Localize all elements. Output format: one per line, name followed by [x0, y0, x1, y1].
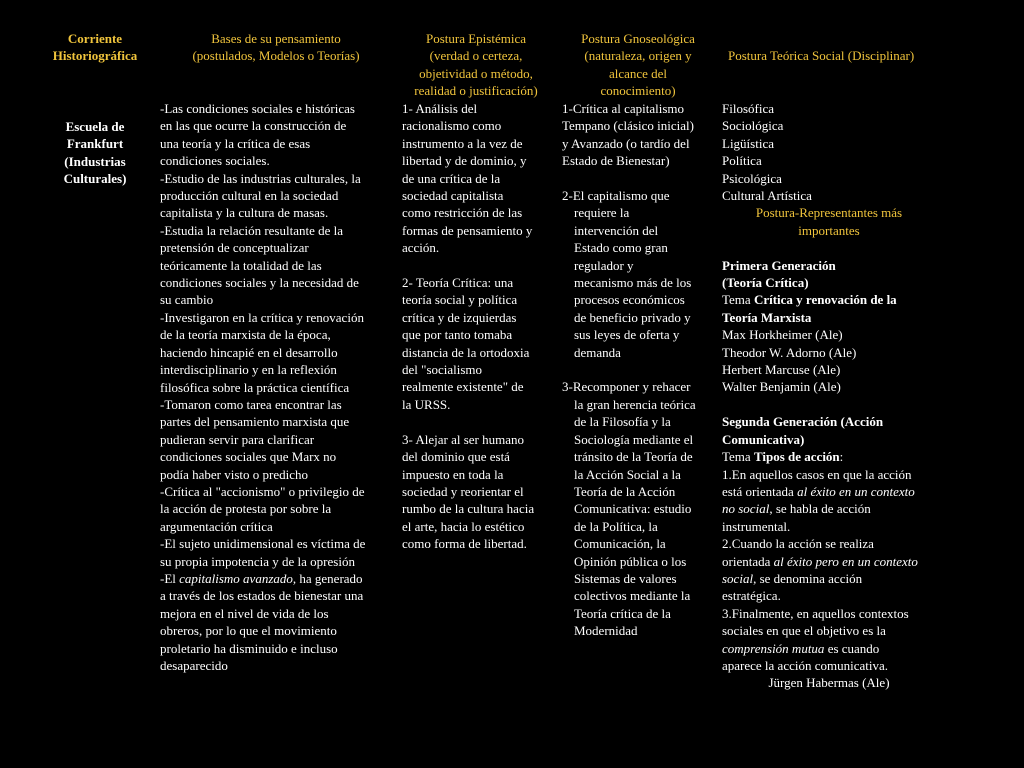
text-run: : — [839, 449, 844, 465]
spacer — [562, 170, 717, 187]
bases-line: producción cultural en la sociedad — [160, 188, 339, 204]
header-line: Historiográfica — [52, 48, 138, 64]
gnoseological-line: Comunicación, la — [574, 536, 666, 552]
epistemic-line: teoría social y política — [402, 292, 518, 308]
text-run: , se denomina acción — [753, 570, 863, 586]
representative-name: Theodor W. Adorno (Ale) — [722, 344, 857, 360]
text-run: , ha generado — [292, 570, 363, 586]
discipline-item: Psicológica — [722, 170, 782, 186]
header-line: (verdad o certeza, — [429, 48, 523, 64]
gnoseological-point-2 — [562, 187, 717, 361]
discipline-item: Política — [722, 153, 762, 169]
gnoseological-line: colectivos mediante la — [574, 588, 691, 604]
epistemic-line: racionalismo como — [402, 118, 502, 134]
social-theory-text — [722, 100, 997, 692]
text-run-bold: Tipos de acción — [753, 449, 840, 465]
bases-line: en las que ocurre la construcción de — [160, 118, 347, 134]
epistemic-point-3 — [402, 431, 552, 553]
text-run: -El — [160, 570, 180, 586]
epistemic-line: 2- Teoría Crítica: una — [402, 275, 514, 291]
gnoseological-line: de beneficio privado y — [574, 309, 691, 325]
representative-name: Max Horkheimer (Ale) — [722, 327, 843, 343]
action-line: aparece la acción comunicativa. — [722, 657, 889, 673]
spacer — [402, 257, 552, 274]
column-bases — [160, 30, 392, 673]
header-line: Postura-Representantes más — [755, 205, 903, 221]
bases-line: -Investigaron en la crítica y renovación — [160, 309, 364, 325]
epistemic-line: distancia de la ortodoxia — [402, 344, 530, 360]
column-corriente — [40, 30, 150, 187]
text-run-bold: Teoría Marxista — [722, 309, 812, 325]
action-line — [722, 500, 997, 517]
epistemic-line: formas de pensamiento y — [402, 222, 533, 238]
bases-line: proletario ha disminuido e incluso — [160, 640, 338, 656]
gnoseological-line: 3-Recomponer y rehacer — [562, 379, 691, 395]
header-line: (postulados, Modelos o Teorías) — [192, 48, 360, 64]
bases-line: -El sujeto unidimensional es víctima de — [160, 536, 366, 552]
epistemic-line: sociedad y reorientar el — [402, 483, 524, 499]
header-epistemic — [402, 30, 550, 100]
bases-line: de la teoría marxista de la época, — [160, 327, 331, 343]
action-line: 2.Cuando la acción se realiza — [722, 536, 874, 552]
school-name — [40, 118, 150, 188]
header-line: Postura Teórica Social (Disciplinar) — [728, 48, 915, 64]
gnoseological-point-3 — [562, 378, 717, 639]
gnoseological-line: Teoría de la Acción — [574, 483, 676, 499]
epistemic-line: impuesto en toda la — [402, 466, 504, 482]
gnoseological-line: mecanismo más de los — [574, 275, 692, 291]
column-epistemic — [402, 30, 550, 552]
header-line: realidad o justificación) — [414, 83, 538, 99]
bases-line: capitalista y la cultura de masas. — [160, 205, 329, 221]
epistemic-line: como restricción de las — [402, 205, 523, 221]
first-generation — [722, 257, 997, 396]
bases-line: partes del pensamiento marxista que — [160, 414, 350, 430]
bases-line: -Estudia la relación resultante de la — [160, 222, 344, 238]
bases-line: -Las condiciones sociales e históricas — [160, 101, 355, 116]
bases-line: desaparecido — [160, 658, 228, 673]
bases-line: pudieran servir para clarificar — [160, 431, 315, 447]
action-line: sociales en que el objetivo es la — [722, 623, 886, 639]
bases-line: condiciones sociales y la necesidad de — [160, 275, 359, 291]
action-line — [722, 640, 997, 657]
action-line: instrumental. — [722, 518, 791, 534]
representative-name: Walter Benjamin (Ale) — [722, 379, 841, 395]
action-line — [722, 570, 997, 587]
gnoseological-line: Modernidad — [574, 623, 638, 639]
gnoseological-line: de la Política, la — [574, 518, 658, 534]
gnoseological-line: requiere la — [574, 205, 630, 221]
epistemic-line: como forma de libertad. — [402, 536, 527, 552]
generation-theme — [722, 291, 997, 308]
generation-theme — [722, 309, 997, 326]
bases-line: su cambio — [160, 292, 214, 308]
epistemic-point-1 — [402, 100, 552, 257]
bases-line: condiciones sociales que Marx no — [160, 449, 337, 465]
generation-title — [722, 413, 997, 430]
bases-line: -Estudio de las industrias culturales, la — [160, 170, 361, 186]
bases-line: interdisciplinario y en la reflexión — [160, 362, 337, 378]
column-gnoseological — [562, 30, 714, 639]
gnoseological-line: Estado de Bienestar) — [562, 153, 670, 169]
epistemic-text — [402, 100, 552, 553]
action-line: 1.En aquellos casos en que la acción — [722, 466, 912, 482]
bases-line: haciendo hincapié en el desarrollo — [160, 344, 338, 360]
text-run-bold: Primera Generación — [722, 257, 836, 273]
school-line: Escuela de — [65, 119, 125, 134]
header-social-theory — [722, 47, 992, 64]
epistemic-line: del "socialismo — [402, 362, 483, 378]
school-line: (Industrias — [64, 153, 126, 169]
text-run: está orientada — [722, 483, 798, 499]
epistemic-line: rumbo de la cultura hacia — [402, 501, 535, 517]
gnoseological-line: demanda — [574, 344, 621, 360]
header-gnoseological — [562, 30, 714, 100]
bases-text — [160, 100, 392, 674]
header-line: Corriente — [67, 31, 123, 46]
bases-line: pretensión de conceptualizar — [160, 240, 309, 256]
text-run: , se habla de acción — [769, 501, 871, 517]
generation-theme — [722, 448, 997, 465]
gnoseological-text — [562, 100, 717, 640]
gnoseological-line: sus leyes de oferta y — [574, 327, 680, 343]
text-run-italic: capitalismo avanzado — [179, 570, 293, 586]
gnoseological-line: tránsito de la Teoría de — [574, 449, 693, 465]
gnoseological-line: Comunicativa: estudio — [574, 501, 692, 517]
bases-line: obreros, por lo que el movimiento — [160, 623, 337, 639]
action-line: 3.Finalmente, en aquellos contextos — [722, 605, 909, 621]
header-line: (naturaleza, origen y — [584, 48, 692, 64]
bases-line: una teoría y la crítica de esas — [160, 135, 311, 151]
epistemic-line: del dominio que está — [402, 449, 510, 465]
action-line — [722, 483, 997, 500]
text-run-bold: Segunda Generación (Acción — [722, 414, 884, 430]
bases-line: filosófica sobre la práctica científica — [160, 379, 350, 395]
representatives-header — [722, 204, 936, 239]
text-run-italic: no social — [722, 501, 770, 517]
gnoseological-line: Sistemas de valores — [574, 570, 677, 586]
gnoseological-line: 2-El capitalismo que — [562, 188, 670, 204]
header-line: objetividad o método, — [419, 65, 533, 81]
text-run-bold: (Teoría Crítica) — [722, 275, 809, 291]
gnoseological-line: de la Filosofía y la — [574, 414, 671, 430]
header-line: importantes — [798, 222, 860, 238]
bases-line: -Crítica al "accionismo" o privilegio de — [160, 483, 365, 499]
discipline-item: Sociológica — [722, 118, 784, 134]
action-line: estratégica. — [722, 588, 781, 604]
epistemic-line: que por tanto tomaba — [402, 327, 513, 343]
generation-title — [722, 257, 997, 274]
bases-line: condiciones sociales. — [160, 153, 270, 169]
gnoseological-line: Tempano (clásico inicial) — [562, 118, 694, 134]
action-line — [722, 553, 997, 570]
text-run: es cuando — [824, 640, 880, 656]
second-generation — [722, 413, 997, 692]
epistemic-point-2 — [402, 274, 552, 413]
epistemic-line: 3- Alejar al ser humano — [402, 431, 525, 447]
text-run-bold: Crítica y renovación de la — [753, 292, 897, 308]
header-corriente — [40, 30, 150, 65]
discipline-item: Ligüística — [722, 135, 774, 151]
bases-line: -Tomaron como tarea encontrar las — [160, 396, 342, 412]
epistemic-line: de una crítica de la — [402, 170, 501, 186]
epistemic-line: libertad y de dominio, y — [402, 153, 527, 169]
gnoseological-line: 1-Crítica al capitalismo — [562, 101, 685, 116]
header-line: alcance del — [608, 65, 668, 81]
generation-title — [722, 274, 997, 291]
gnoseological-line: Sociología mediante el — [574, 431, 694, 447]
gnoseological-line: regulador y — [574, 257, 634, 273]
bases-line: mejora en el nivel de vida de los — [160, 605, 329, 621]
gnoseological-line: la gran herencia teórica — [574, 396, 696, 412]
text-run: orientada — [722, 553, 774, 569]
gnoseological-line: procesos económicos — [574, 292, 685, 308]
spacer — [722, 396, 997, 413]
epistemic-line: la URSS. — [402, 396, 451, 412]
disciplines-list — [722, 100, 997, 204]
bases-line-mixed — [160, 570, 392, 587]
epistemic-line: instrumento a la vez de — [402, 135, 523, 151]
epistemic-line: el arte, hacia lo estético — [402, 518, 525, 534]
gnoseological-line: Estado como gran — [574, 240, 668, 256]
text-run: Tema — [722, 292, 754, 308]
epistemic-line: 1- Análisis del — [402, 101, 478, 116]
column-social-theory — [722, 30, 992, 691]
bases-line: podía haber visto o predicho — [160, 466, 309, 482]
bases-line: argumentación crítica — [160, 518, 273, 534]
gnoseological-line: intervención del — [574, 222, 659, 238]
header-line: Bases de su pensamiento — [211, 31, 341, 46]
spacer — [562, 361, 717, 378]
representative-name: Herbert Marcuse (Ale) — [722, 362, 841, 378]
gnoseological-line: y Avanzado (o tardío del — [562, 135, 690, 151]
bases-line: teóricamente la totalidad de las — [160, 257, 322, 273]
school-line: Culturales) — [63, 171, 127, 187]
text-run-italic: al éxito en un contexto — [797, 483, 915, 499]
gnoseological-point-1 — [562, 100, 717, 170]
epistemic-line: crítica y de izquierdas — [402, 309, 517, 325]
header-bases — [160, 30, 392, 65]
epistemic-line: realmente existente" de — [402, 379, 524, 395]
spacer — [722, 239, 997, 256]
text-run-italic: comprensión mutua — [722, 640, 825, 656]
generation-title — [722, 431, 997, 448]
school-line: Frankfurt — [66, 136, 124, 152]
gnoseological-line: Teoría crítica de la — [574, 605, 671, 621]
text-run: Tema — [722, 449, 754, 465]
author-name: Jürgen Habermas (Ale) — [768, 675, 890, 691]
spacer — [402, 413, 552, 430]
epistemic-line: sociedad capitalista — [402, 188, 504, 204]
text-run-bold: Comunicativa) — [722, 431, 805, 447]
gnoseological-line: la Acción Social a la — [574, 466, 681, 482]
header-line: Postura Epistémica — [425, 31, 526, 46]
epistemic-line: acción. — [402, 240, 440, 256]
discipline-item: Cultural Artística — [722, 188, 812, 204]
header-line: Postura Gnoseológica — [581, 31, 695, 46]
bases-line: su propia impotencia y de la opresión — [160, 553, 355, 569]
gnoseological-line: Opinión pública o los — [574, 553, 687, 569]
discipline-item: Filosófica — [722, 101, 774, 116]
header-line: conocimiento) — [600, 83, 676, 99]
bases-line: la acción de protesta por sobre la — [160, 501, 332, 517]
text-run-italic: al éxito pero en un contexto — [773, 553, 918, 569]
bases-line: a través de los estados de bienestar una — [160, 588, 364, 604]
text-run-italic: social — [722, 570, 754, 586]
